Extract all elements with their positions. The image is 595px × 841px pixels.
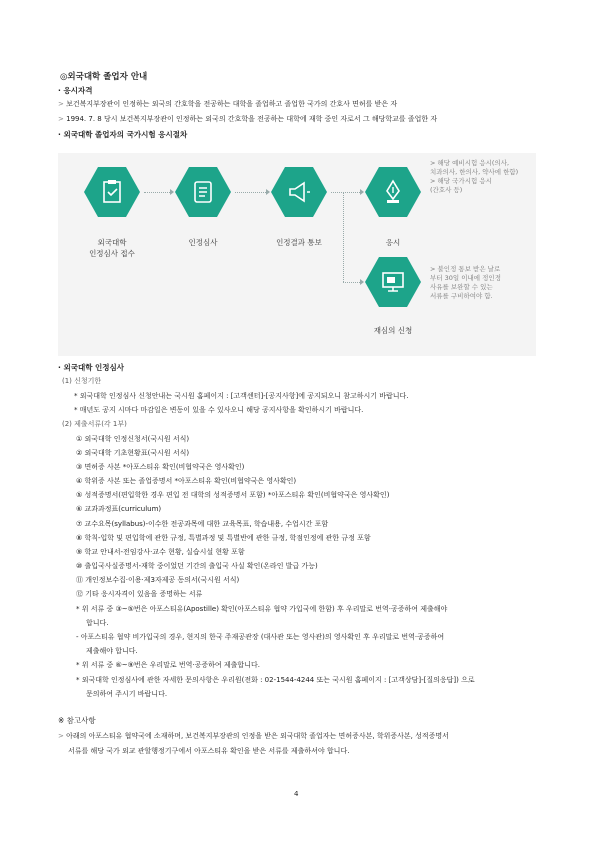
doc-item: ⑤ 성적증명서(편입학한 경우 편입 전 대학의 성적증명서 포함) *아포스티유 확인(비협약국은 영사확인) <box>76 491 390 499</box>
reference-title: ※ 참고사항 <box>58 716 96 725</box>
period-item: * 매년도 공지 시마다 마감일은 변동이 있을 수 있사오니 해당 공지사항을 확인하시기 바랍니다. <box>74 406 364 414</box>
connector <box>144 192 170 193</box>
step-apply-label: 외국대학 인정심사 접수 <box>89 238 135 258</box>
docs-note-cont: 합니다. <box>86 619 109 627</box>
exam-note: > 해당 예비시험 응시(의사, 치과의사, 한의사, 약사에 한함) > 해당 국가시험 응시 (간호사 등) <box>430 159 519 194</box>
doc-item: ⑩ 출입국사실증명서-재학 중이었던 기간의 출입국 사실 확인(온라인 발급 가능) <box>76 562 318 570</box>
doc-item: ② 외국대학 기초현황표(국시원 서식) <box>76 449 190 457</box>
qualification-title: · 응시자격 <box>58 86 93 95</box>
doc-item: ④ 학위증 사본 또는 졸업증명서 *아포스티유 확인(비협약국은 영사확인) <box>76 477 297 485</box>
doc-item: ⑦ 교수요목(syllabus)-이수한 전공과목에 대한 교육목표, 학습내용, 수업시간 포함 <box>76 520 329 528</box>
doc-item: ⑥ 교과과정표(curriculum) <box>76 505 162 513</box>
arrow-right-icon <box>360 279 364 285</box>
step-review-label: 인정심사 <box>188 238 218 247</box>
page-number: 4 <box>294 790 299 798</box>
arrow-right-icon <box>266 189 270 195</box>
monitor-icon <box>365 257 421 307</box>
page-heading: ◎외국대학 졸업자 안내 <box>60 72 148 82</box>
review-title: · 외국대학 인정심사 <box>58 363 125 372</box>
connector <box>343 192 344 282</box>
qualification-item: > 보건복지부장관이 인정하는 외국의 간호학을 전공하는 대학을 졸업하고 졸업한 국가의 간호사 면허를 받은 자 <box>58 100 398 108</box>
docs-title: (2) 제출서류(각 1부) <box>62 420 127 428</box>
connector <box>235 192 266 193</box>
document-icon <box>175 167 231 217</box>
doc-item: ③ 면허증 사본 *아포스티유 확인(비협약국은 영사확인) <box>76 463 245 471</box>
procedure-title: · 외국대학 졸업자의 국가시험 응시절차 <box>58 130 188 139</box>
arrow-right-icon <box>170 189 174 195</box>
reference-line: 서류를 해당 국가 외교 관할행정기구에서 아포스티유 확인을 받은 서류를 제출하셔야 합니다. <box>68 747 350 755</box>
docs-note: * 위 서류 중 ③~⑤번은 아포스티유(Apostille) 확인(아포스티유 협약 가입국에 한함) 후 우리말로 번역·공증하여 제출해야 <box>76 605 448 613</box>
megaphone-icon <box>271 167 327 217</box>
appeal-note: > 불인정 통보 받은 날로 부터 30일 이내에 정인정 사유를 보완할 수 있는 서류를 구비하여야 함. <box>430 265 501 300</box>
procedure-diagram <box>58 153 536 356</box>
step-appeal-label: 재심의 신청 <box>373 326 413 335</box>
docs-note-cont: 문의하여 주시기 바랍니다. <box>86 690 168 698</box>
qualification-item: > 1994. 7. 8 당시 보건복지부장관이 인정하는 외국의 간호학을 전공하는 대학에 재학 중인 자로서 그 해당학교를 졸업한 자 <box>58 115 438 123</box>
period-title: (1) 신청기한 <box>62 377 102 385</box>
doc-item: ① 외국대학 인정신청서(국시원 서식) <box>76 435 190 443</box>
doc-item: ⑫ 기타 응시자격이 있음을 증명하는 서류 <box>76 590 203 598</box>
docs-note: - 아포스티유 협약 비가입국의 경우, 현지의 한국 주재공관장 (대사관 또는 영사관)의 영사확인 후 우리말로 번역·공증하여 <box>76 633 445 641</box>
arrow-right-icon <box>360 189 364 195</box>
reference-line: > 아래의 아포스티유 협약국에 소재하며, 보건복지부장관의 인정을 받은 외국대학 졸업자는 면허증사본, 학위증사본, 성적증명서 <box>58 732 449 740</box>
doc-item: ⑨ 학교 안내서-전임강사·교수 현황, 실습시설 현황 포함 <box>76 548 245 556</box>
docs-note-cont: 제출해야 합니다. <box>86 647 138 655</box>
connector <box>343 282 360 283</box>
docs-note: * 외국대학 인정심사에 관한 자세한 문의사항은 우리원(전화 : 02-1544-4244 또는 국시원 홈페이지 : [고객상담]-[질의응답]) 으로 <box>76 676 475 684</box>
connector <box>331 192 360 193</box>
checklist-icon <box>84 167 140 217</box>
pen-icon <box>365 167 421 217</box>
doc-item: ⑧ 학칙-입학 및 편입학에 관한 규정, 특별과정 및 특별반에 관한 규정, 학점인정에 관한 규정 포함 <box>76 534 371 542</box>
period-item: * 외국대학 인정심사 신청안내는 국시원 홈페이지 : [고객센터]-[공지사항]에 공지되오니 참고하시기 바랍니다. <box>74 392 409 400</box>
docs-note: * 위 서류 중 ⑥~⑨번은 우리말로 번역·공증하여 제출합니다. <box>76 661 260 669</box>
step-exam-label: 응시 <box>385 238 401 247</box>
step-result-label: 인정결과 통보 <box>276 238 322 247</box>
doc-item: ⑪ 개인정보수집·이용·제3자제공 동의서(국시원 서식) <box>76 576 240 584</box>
